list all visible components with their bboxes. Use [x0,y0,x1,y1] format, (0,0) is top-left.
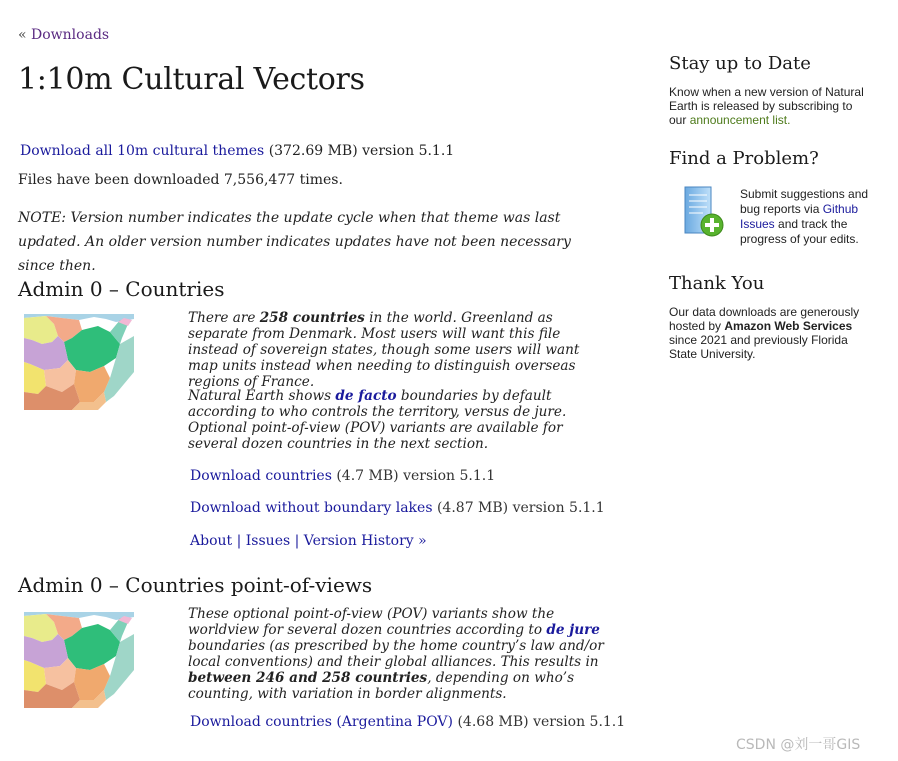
announcement-list-link[interactable]: announcement list [689,113,788,127]
download-no-lakes-version: version 5.1.1 [512,500,605,516]
pov-description [188,606,608,702]
breadcrumb-downloads-link[interactable]: Downloads [31,27,110,43]
desc2-text-c: boundaries by default according to who controls the territory, versus de jure. Optional point-of-view (POV) variants are available for several dozen countries in the next section. [188,388,567,452]
version-note: NOTE: Version number indicates the update cycle when that theme was last updated. An older version number indicates updates have not been necessary since then. [18,210,571,274]
thanks-text-a: Our data downloads are generously hosted by [669,305,860,333]
sidebar-stay-text [669,85,869,127]
page-title: 1:10m Cultural Vectors [18,62,365,97]
problem-text-a: Submit suggestions and bug reports via [740,187,869,216]
download-no-lakes-line [190,500,605,516]
pov-text-a: These optional point-of-view (POV) variants show the worldview for several dozen countries according to [188,606,555,638]
desc2-text-a: Natural Earth shows [188,388,336,404]
desc1-text-c: in the world. Greenland as separate from Denmark. Most users will want this file instead of sovereign states, though some users will want map units instead when needing to distinguish overseas regions of France. [188,310,580,390]
download-count: Files have been downloaded 7,556,477 times. [18,172,343,188]
download-all-size: (372.69 MB) [268,143,358,159]
download-argentina-pov-link[interactable]: Download countries (Argentina POV) [190,714,454,730]
download-pov-size: (4.68 MB) [457,714,529,730]
thanks-bold: Amazon Web Services [724,319,853,333]
pov-bold: between 246 and 258 countries [188,670,428,686]
sidebar-heading-thanks: Thank You [669,273,765,294]
desc1-bold: 258 countries [259,310,365,326]
document-add-icon [683,186,725,240]
pov-map-thumbnail[interactable] [24,612,134,708]
de-jure-link[interactable]: de jure [546,622,600,638]
download-countries-line [190,468,495,484]
download-pov-line [190,714,625,730]
desc1-text-a: There are [188,310,260,326]
breadcrumb [18,27,109,43]
map-thumbnail-icon [24,612,134,708]
countries-map-thumbnail[interactable] [24,314,134,410]
stay-text: Know when a new version of Natural Earth is released by subscribing to our [669,85,864,127]
download-pov-version: version 5.1.1 [533,714,626,730]
thanks-text-b: since 2021 and previously Florida State University. [669,333,848,361]
pov-text-c: boundaries (as prescribed by the home country’s law and/or local conventions) and their global alliances. This results in [188,638,604,670]
download-countries-size: (4.7 MB) [336,468,399,484]
de-facto-link[interactable]: de facto [335,388,397,404]
sidebar-thanks-text [669,305,869,361]
map-thumbnail-icon [24,314,134,410]
breadcrumb-arrow: « [18,27,27,43]
problem-text-b: and track the progress of your edits. [740,217,859,246]
download-no-lakes-size: (4.87 MB) [436,500,509,516]
link-separator: | [236,533,242,549]
download-all-line [20,143,454,159]
download-all-version: version 5.1.1 [362,143,455,159]
download-no-lakes-link[interactable]: Download without boundary lakes [190,500,433,516]
download-countries-version: version 5.1.1 [403,468,496,484]
sidebar-problem-text [740,187,870,247]
pov-text-e: , depending on who’s counting, with variation in border alignments. [188,670,575,702]
countries-info-links [190,533,427,549]
link-separator: | [294,533,300,549]
download-countries-link[interactable]: Download countries [190,468,332,484]
about-link[interactable]: About [190,533,233,549]
github-issues-link[interactable]: Github Issues [740,202,859,231]
version-history-link[interactable]: Version History » [303,533,427,549]
sidebar-heading-stay: Stay up to Date [669,53,811,74]
countries-description-2 [188,388,608,452]
countries-description-1 [188,310,608,390]
section-heading-countries: Admin 0 – Countries [18,277,225,301]
stay-period: . [787,113,791,127]
download-all-link[interactable]: Download all 10m cultural themes [20,143,265,159]
sidebar-heading-problem: Find a Problem? [669,148,819,169]
issues-link[interactable]: Issues [245,533,291,549]
section-heading-pov: Admin 0 – Countries point-of-views [18,573,373,597]
watermark: CSDN @刘一哥GIS [736,737,861,753]
